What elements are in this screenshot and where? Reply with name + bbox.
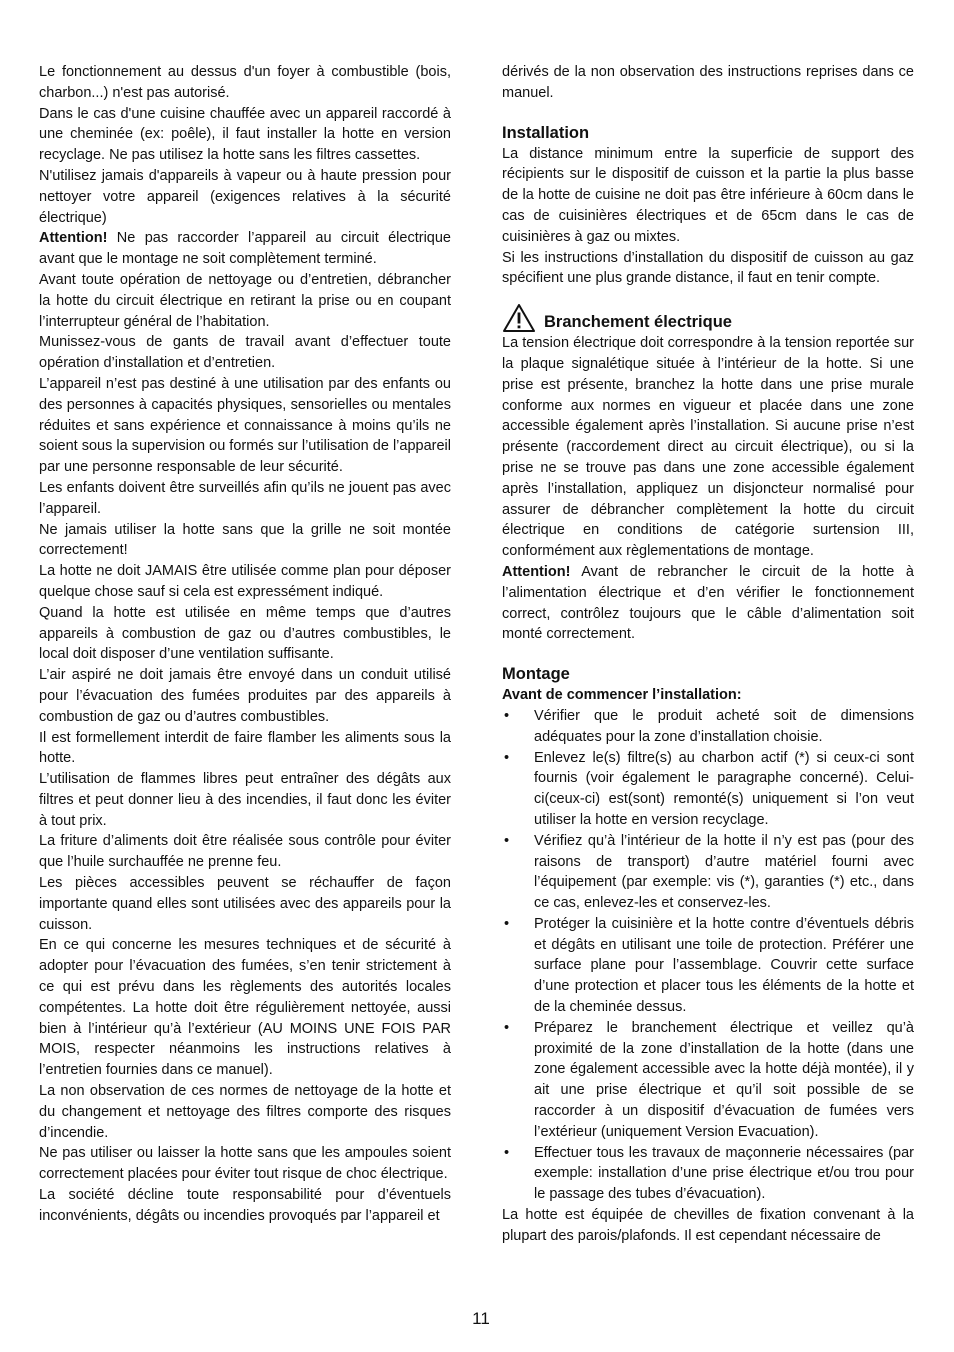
left-paragraph: La hotte ne doit JAMAIS être utilisée comme plan pour déposer quelque chose sauf si cela est expressément indiqué. [39, 563, 451, 600]
left-paragraph: La friture d’aliments doit être réalisée sous contrôle pour éviter que l’huile surchauffée ne prenne feu. [39, 833, 451, 871]
left-paragraph: En ce qui concerne les mesures techniques et de sécurité à adopter pour l’évacuation des fumées, s’en tenir strictement à ce qui est prévu dans les règlements des autorités locales compétentes. La hotte doit être régulièrement nettoyée, aussi bien à l’intérieur qu’à l’extérieur (AU MOINS UNE FOIS PAR MOIS, respecter néanmoins les instructions relatives à l’entretien fournies dans ce manuel). [39, 937, 451, 1079]
left-paragraph: Dans le cas d'une cuisine chauffée avec un appareil raccordé à une cheminée (ex: poêle), il faut installer la hotte en version recyclage. Ne pas utilisez la hotte sans les filtres cassettes. [39, 105, 451, 164]
left-paragraph: N'utilisez jamais d'appareils à vapeur ou à haute pression pour nettoyer votre appareil (exigences relatives à la sécurité électrique) [39, 167, 451, 226]
bullet-icon: • [504, 1144, 510, 1161]
left-paragraph: Munissez-vous de gants de travail avant d’effectuer toute opération d’installation et d’entretien. [39, 334, 451, 372]
left-paragraph: L’appareil n’est pas destiné à une utilisation par des enfants ou des personnes à capacités physiques, sensorielles ou mentales réduites et sans expérience et connaissance à moins qu’ils ne soient sous la supervision ou formés sur l’utilisation de l’appareil par une personne responsable de leur sécurité. [39, 375, 451, 476]
list-item: • Protéger la cuisinière et la hotte contre d’éventuels débris et dégâts en utilisant une toile de protection. Préférer une surface plane pour l’assemblage. Couvrir cette surface d’une protection et placer tous les éléments de la hotte et de la cheminée dessus. [504, 915, 914, 1016]
warning-triangle-icon [502, 303, 536, 333]
bullet-icon: • [504, 707, 510, 724]
left-column [39, 62, 451, 1227]
left-paragraph: Les pièces accessibles peuvent se réchauffer de façon importante quand elles sont utilisées avec des appareils pour la cuisson. [39, 875, 451, 933]
left-paragraph: Attention! Ne pas raccorder l’appareil au circuit électrique avant que le montage ne soit complètement terminé. [39, 230, 451, 268]
bullet-icon: • [504, 749, 510, 766]
left-paragraph: Il est formellement interdit de faire flamber les aliments sous la hotte. [39, 729, 451, 767]
left-paragraph: Quand la hotte est utilisée en même temps que d’autres appareils à combustion de gaz ou d’autres combustibles, le local doit disposer d’une ventilation suffisante. [39, 604, 451, 663]
left-paragraph: L’air aspiré ne doit jamais être envoyé dans un conduit utilisé pour l’évacuation des fumées produites par des appareils à combustion de gaz ou d’autres combustibles. [39, 667, 451, 725]
montage-closing-paragraph: La hotte est équipée de chevilles de fixation convenant à la plupart des parois/plafonds. Il est cependant nécessaire de [502, 1207, 914, 1244]
left-paragraph: Avant toute opération de nettoyage ou d’entretien, débrancher la hotte du circuit électrique en retirant la prise ou en coupant l’interrupteur général de l’habitation. [39, 271, 451, 330]
list-item: • Vérifier que le produit acheté soit de dimensions adéquates pour la zone d’installation choisie. [504, 707, 914, 745]
bullet-icon: • [504, 915, 510, 932]
left-paragraph: La non observation de ces normes de nettoyage de la hotte et du changement et nettoyage des filtres comporte des risques d’incendie. [39, 1083, 451, 1141]
bullet-icon: • [504, 1019, 510, 1036]
branchement-attention: Attention! Avant de rebrancher le circuit de la hotte à l’alimentation électrique et d’en vérifier le fonctionnement correct, contrôlez toujours que le câble d’alimentation soit monté correctement. [502, 563, 914, 643]
montage-bullet-list [502, 706, 914, 1205]
left-paragraph: La société décline toute responsabilité pour d’éventuels inconvénients, dégâts ou incendies provoqués par l’appareil et [39, 1187, 451, 1224]
montage-heading: Montage [502, 665, 570, 684]
list-item: • Effectuer tous les travaux de maçonnerie nécessaires (par exemple: installation d’une prise électrique et/ou trou pour le passage des tubes d’évacuation). [504, 1144, 914, 1203]
list-item: • Enlevez le(s) filtre(s) au charbon actif (*) si ceux-ci sont fournis (voir également le paragraphe concerné). Celui-ci(ceux-ci) est(sont) remonté(s) uniquement si l’on veut utiliser la hotte en version recyclage. [504, 749, 914, 828]
left-paragraph: Ne pas utiliser ou laisser la hotte sans que les ampoules soient correctement placées pour éviter tout risque de choc électrique. [39, 1145, 451, 1183]
list-item: • Vérifiez qu’à l’intérieur de la hotte il n’y est pas (pour des raisons de transport) d’autre matériel fourni avec l’équipement (par exemple: vis (*), garanties (*) etc., dans ce cas, enlevez-les et conservez-les. [504, 832, 914, 912]
left-paragraph: L’utilisation de flammes libres peut entraîner des dégâts aux filtres et peut donner lieu à des incendies, il faut donc les éviter à tout prix. [39, 771, 451, 829]
continuation-paragraph: dérivés de la non observation des instructions reprises dans ce manuel. [502, 64, 914, 101]
installation-paragraph: La distance minimum entre la superficie de support des récipients sur le dispositif de cuisson et la partie la plus basse de la hotte de cuisine ne doit pas être inférieure à 60cm dans le cas de cuisinières électriques et de 65cm dans le cas de cuisinières à gaz ou mixtes. [502, 145, 914, 245]
left-paragraph: Les enfants doivent être surveillés afin qu’ils ne jouent pas avec l’appareil. [39, 479, 451, 517]
branchement-heading-text: Branchement électrique [544, 313, 732, 332]
left-paragraph: Le fonctionnement au dessus d'un foyer à combustible (bois, charbon...) n'est pas autorisé. [39, 64, 451, 101]
branchement-paragraph: La tension électrique doit correspondre à la tension reportée sur la plaque signalétique située à l’intérieur de la hotte. Si une prise est présente, branchez la hotte dans une prise murale conforme aux normes en vigueur et placée dans une zone accessible également après l’installation. Si aucune prise n’est présente (raccordement direct au circuit électrique), ou si la prise ne se trouve pas dans une zone accessible également après l’installation, appliquez un disjoncteur normalisé pour assurer de débrancher complètement la hotte du circuit électrique en conditions de catégorie surtension III, conformément aux règlementations de montage. [502, 335, 914, 560]
bullet-icon: • [504, 832, 510, 849]
right-column [502, 62, 914, 1247]
branchement-heading [502, 303, 914, 333]
left-paragraph: Ne jamais utiliser la hotte sans que la grille ne soit montée correctement! [39, 521, 451, 559]
installation-heading: Installation [502, 123, 590, 142]
montage-subheading: Avant de commencer l’installation: [502, 687, 742, 704]
installation-paragraph: Si les instructions d’installation du dispositif de cuisson au gaz spécifient une plus grande distance, il faut en tenir compte. [502, 249, 914, 287]
page-number: 11 [472, 1309, 490, 1328]
list-item: • Préparez le branchement électrique et veillez qu’à proximité de la zone d’installation de la hotte (dans une zone également accessible avec la hotte déjà montée), il y ait une prise électrique et qu’il soit possible de se raccorder à un dispositif d’évacuation de fumées vers l’extérieur (uniquement Version Evacuation). [504, 1019, 914, 1140]
